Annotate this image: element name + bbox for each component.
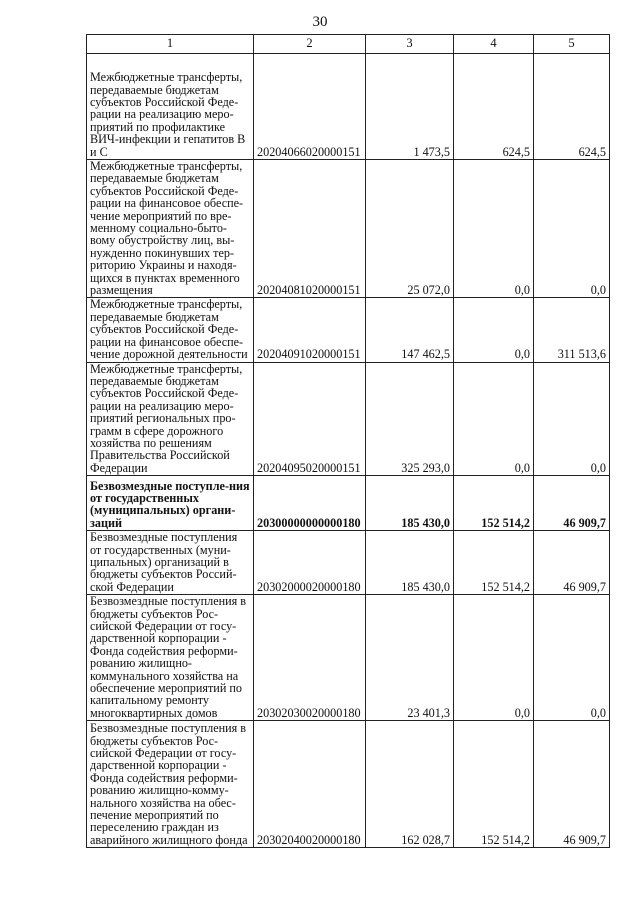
row-col3-cell: 23 401,3 bbox=[366, 595, 454, 721]
row-col5-cell: 0,0 bbox=[534, 160, 610, 298]
budget-table-body bbox=[87, 35, 610, 848]
row-col5-cell: 46 909,7 bbox=[534, 721, 610, 848]
row-name-cell: Межбюджетные трансферты, передаваемые бюджетам субъектов Российской Феде-рации на реализацию меро-приятий по профилактике ВИЧ-инфекции и гепатитов В и С bbox=[87, 54, 254, 160]
row-col3-cell: 185 430,0 bbox=[366, 531, 454, 595]
row-col5-cell: 46 909,7 bbox=[534, 531, 610, 595]
table-row bbox=[87, 476, 610, 531]
row-name-cell: Межбюджетные трансферты, передаваемые бюджетам субъектов Российской Феде-рации на реализацию меро-приятий региональных про-грамм в сфере дорожного хозяйства по решениям Правительства Российской Федерации bbox=[87, 362, 254, 476]
row-col5-cell: 624,5 bbox=[534, 54, 610, 160]
row-col4-cell: 0,0 bbox=[454, 595, 534, 721]
row-col4-cell: 0,0 bbox=[454, 362, 534, 476]
header-col-3: 3 bbox=[366, 35, 454, 54]
table-row bbox=[87, 531, 610, 595]
table-row bbox=[87, 298, 610, 362]
header-col-4: 4 bbox=[454, 35, 534, 54]
row-name-cell: Межбюджетные трансферты, передаваемые бюджетам субъектов Российской Феде-рации на финансовое обеспе-чение мероприятий по вре-менному социально-быто-вому обустройству лиц, вы-нужденно покинувших тер-риторию Украины и находя-щихся в пунктах временного размещения bbox=[87, 160, 254, 298]
table-row bbox=[87, 160, 610, 298]
table-header-row bbox=[87, 35, 610, 54]
row-name-cell: Безвозмездные поступления от государственных (муни-ципальных) организаций в бюджеты субъектов Россий-ской Федерации bbox=[87, 531, 254, 595]
budget-table bbox=[86, 34, 610, 848]
row-col5-cell: 0,0 bbox=[534, 362, 610, 476]
row-code-cell: 20302040020000180 bbox=[254, 721, 366, 848]
row-col4-cell: 152 514,2 bbox=[454, 531, 534, 595]
row-col5-cell: 46 909,7 bbox=[534, 476, 610, 531]
table-row bbox=[87, 362, 610, 476]
row-name-cell: Межбюджетные трансферты, передаваемые бюджетам субъектов Российской Феде-рации на финансовое обеспе-чение дорожной деятельности bbox=[87, 298, 254, 362]
header-col-2: 2 bbox=[254, 35, 366, 54]
row-name-cell: Безвозмездные поступле-ния от государственных (муниципальных) органи-заций bbox=[87, 476, 254, 531]
table-row bbox=[87, 54, 610, 160]
row-code-cell: 20302030020000180 bbox=[254, 595, 366, 721]
row-code-cell: 20204066020000151 bbox=[254, 54, 366, 160]
row-col4-cell: 624,5 bbox=[454, 54, 534, 160]
header-col-5: 5 bbox=[534, 35, 610, 54]
row-col3-cell: 162 028,7 bbox=[366, 721, 454, 848]
table-row bbox=[87, 721, 610, 848]
row-col3-cell: 147 462,5 bbox=[366, 298, 454, 362]
page-number: 30 bbox=[312, 14, 328, 30]
row-col5-cell: 0,0 bbox=[534, 595, 610, 721]
row-code-cell: 20204081020000151 bbox=[254, 160, 366, 298]
row-col3-cell: 25 072,0 bbox=[366, 160, 454, 298]
row-col3-cell: 325 293,0 bbox=[366, 362, 454, 476]
row-col3-cell: 185 430,0 bbox=[366, 476, 454, 531]
row-col4-cell: 0,0 bbox=[454, 298, 534, 362]
row-code-cell: 20300000000000180 bbox=[254, 476, 366, 531]
row-col3-cell: 1 473,5 bbox=[366, 54, 454, 160]
row-col4-cell: 0,0 bbox=[454, 160, 534, 298]
row-name-cell: Безвозмездные поступления в бюджеты субъектов Рос-сийской Федерации от госу-дарственной корпорации - Фонда содействия реформи-рованию жилищно-комму-нального хозяйства на обес-печение мероприятий по переселению граждан из аварийного жилищного фонда bbox=[87, 721, 254, 848]
row-col4-cell: 152 514,2 bbox=[454, 721, 534, 848]
row-code-cell: 20204091020000151 bbox=[254, 298, 366, 362]
row-col4-cell: 152 514,2 bbox=[454, 476, 534, 531]
row-code-cell: 20302000020000180 bbox=[254, 531, 366, 595]
header-col-1: 1 bbox=[87, 35, 254, 54]
row-name-cell: Безвозмездные поступления в бюджеты субъектов Рос-сийской Федерации от госу-дарственной корпорации - Фонда содействия реформи-рованию жилищно-коммунального хозяйства на обеспечение мероприятий по капитальному ремонту многоквартирных домов bbox=[87, 595, 254, 721]
row-code-cell: 20204095020000151 bbox=[254, 362, 366, 476]
row-col5-cell: 311 513,6 bbox=[534, 298, 610, 362]
table-row bbox=[87, 595, 610, 721]
